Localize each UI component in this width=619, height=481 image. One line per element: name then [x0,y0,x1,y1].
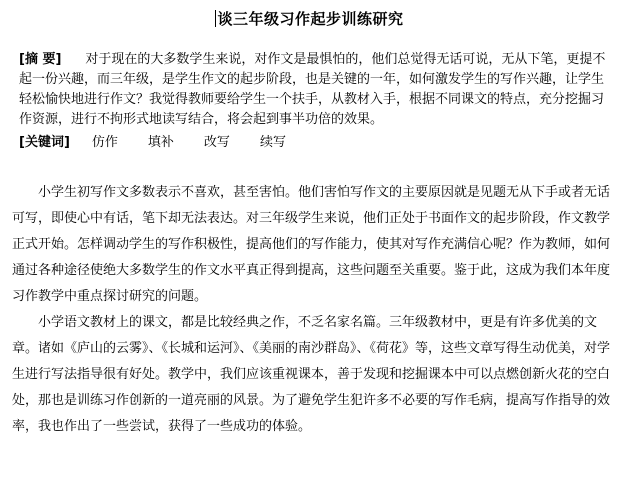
keywords-block [19,133,611,153]
abstract-label: [摘 要] [19,52,62,67]
body-paragraph: 小学语文教材上的课文，都是比较经典之作，不乏名家名篇。三年级教材中，更是有许多优美的文章。诸如《庐山的云雾》、《长城和运河》、《美丽的南沙群岛》、《荷花》等，这些文章写得生动优美，对学生进行写法指导很有好处。教学中，我们应该重视课本，善于发现和挖掘课本中可以点燃创新火花的空白处，那也是训练习作创新的一道亮丽的风景。为了避免学生犯许多不必要的写作毛病，提高写作指导的效率，我也作出了一些尝试，获得了一些成功的体验。 [12,315,611,434]
body-text [12,180,612,440]
abstract-block [19,50,611,130]
keyword-item: 填补 [147,135,174,150]
keyword-item: 改写 [203,135,230,150]
body-paragraph: 小学生初写作文多数表示不喜欢，甚至害怕。他们害怕写作文的主要原因就是见题无从下手或者无话可写，即使心中有话，笔下却无法表达。对三年级学生来说，他们正处于书面作文的起步阶段，作文教学正式开始。怎样调动学生的写作积极性，提高他们的写作能力，使其对写作充满信心呢？作为教师，如何通过各种途径使绝大多数学生的作文水平真正得到提高，这些问题至关重要。鉴于此，这成为我们本年度习作教学中重点探讨研究的问题。 [12,185,611,304]
keyword-item: 仿作 [91,135,118,150]
keywords-label: [关键词] [19,135,70,150]
abstract-text: 对于现在的大多数学生来说，对作文是最惧怕的，他们总觉得无话可说，无从下笔，更提不起一份兴趣，而三年级，是学生作文的起步阶段，也是关键的一年，如何激发学生的写作兴趣，让学生轻松愉快地进行作文？我觉得教师要给学生一个扶手，从教材入手，根据不同课文的特点，充分挖掘习作资源，进行不拘形式地读写结合，将会起到事半功倍的效果。 [19,52,606,127]
title-line [0,8,619,29]
document-title: 谈三年级习作起步训练研究 [217,10,404,28]
keyword-item: 续写 [259,135,286,150]
